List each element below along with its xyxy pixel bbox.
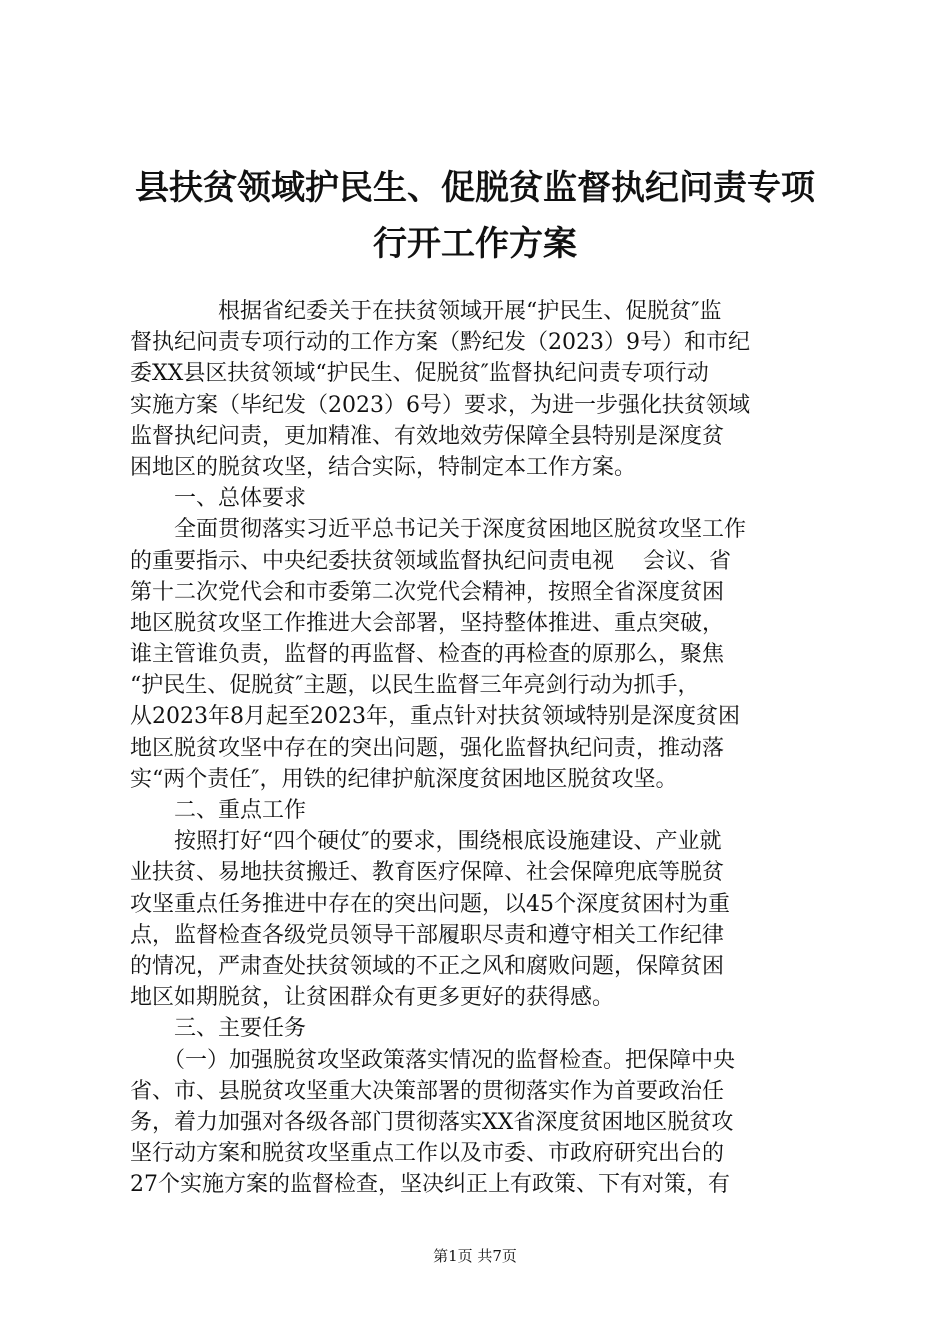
document-title — [100, 160, 850, 272]
body-line: 的重要指示、中央纪委扶贫领域监督执纪问责电视 会议、省 — [130, 548, 731, 574]
title-line-2: 行开工作方案 — [373, 224, 577, 264]
body-line: 第十二次党代会和市委第二次党代会精神，按照全省深度贫困 — [130, 579, 725, 605]
body-line: 点，监督检查各级党员领导干部履职尽责和遵守相关工作纪律 — [130, 922, 725, 948]
body-line: 三、主要任务 — [130, 1016, 307, 1042]
body-line: 省、市、县脱贫攻坚重大决策部署的贯彻落实作为首要政治任 — [130, 1078, 725, 1104]
body-line: （一）加强脱贫攻坚政策落实情况的监督检查。把保障中央 — [130, 1047, 736, 1073]
body-line: 的情况，严肃查处扶贫领域的不正之风和腐败问题，保障贫困 — [130, 953, 725, 979]
body-line: 困地区的脱贫攻坚，结合实际，特制定本工作方案。 — [130, 454, 637, 480]
body-line: 监督执纪问责，更加精准、有效地效劳保障全县特别是深度贫 — [130, 423, 725, 449]
body-line: 谁主管谁负责，监督的再监督、检查的再检查的原那么，聚焦 — [130, 642, 725, 668]
body-line: 全面贯彻落实习近平总书记关于深度贫困地区脱贫攻坚工作 — [130, 517, 747, 543]
body-line: 攻坚重点任务推进中存在的突出问题，以45个深度贫困村为重 — [130, 891, 730, 917]
body-line: 业扶贫、易地扶贫搬迁、教育医疗保障、社会保障兜底等脱贫 — [130, 860, 725, 886]
body-line: 从2023年8月起至2023年，重点针对扶贫领域特别是深度贫困 — [130, 704, 740, 730]
body-line: 地区脱贫攻坚中存在的突出问题，强化监督执纪问责，推动落 — [130, 735, 725, 761]
body-line: 一、总体要求 — [130, 486, 307, 512]
body-line: “护民生、促脱贫″主题，以民生监督三年亮剑行动为抓手， — [130, 673, 700, 699]
body-line: 根据省纪委关于在扶贫领域开展“护民生、促脱贫″监 — [130, 299, 722, 324]
page-footer: 第1页 共7页 — [433, 1247, 517, 1265]
body-line: 督执纪问责专项行动的工作方案（黔纪发（2023）9号）和市纪 — [130, 330, 750, 356]
document-body — [130, 296, 830, 1200]
body-line: 务，着力加强对各级各部门贯彻落实XX省深度贫困地区脱贫攻 — [130, 1109, 734, 1135]
title-line-1: 县扶贫领域护民生、促脱贫监督执纪问责专项 — [135, 168, 815, 208]
body-line: 实施方案（毕纪发（2023）6号）要求，为进一步强化扶贫领域 — [130, 392, 750, 418]
body-line: 实“两个责任″，用铁的纪律护航深度贫困地区脱贫攻坚。 — [130, 766, 678, 792]
body-line: 地区如期脱贫，让贫困群众有更多更好的获得感。 — [130, 985, 615, 1011]
body-line: 按照打好“四个硬仗″的要求，围绕根底设施建设、产业就 — [130, 829, 722, 855]
body-line: 委XX县区扶贫领域“护民生、促脱贫″监督执纪问责专项行动 — [130, 361, 709, 387]
body-line: 地区脱贫攻坚工作推进大会部署，坚持整体推进、重点突破， — [130, 610, 725, 636]
body-line: 二、重点工作 — [130, 798, 307, 823]
body-line: 27个实施方案的监督检查，坚决纠正上有政策、下有对策，有 — [130, 1172, 730, 1198]
body-line: 坚行动方案和脱贫攻坚重点工作以及市委、市政府研究出台的 — [130, 1141, 725, 1167]
